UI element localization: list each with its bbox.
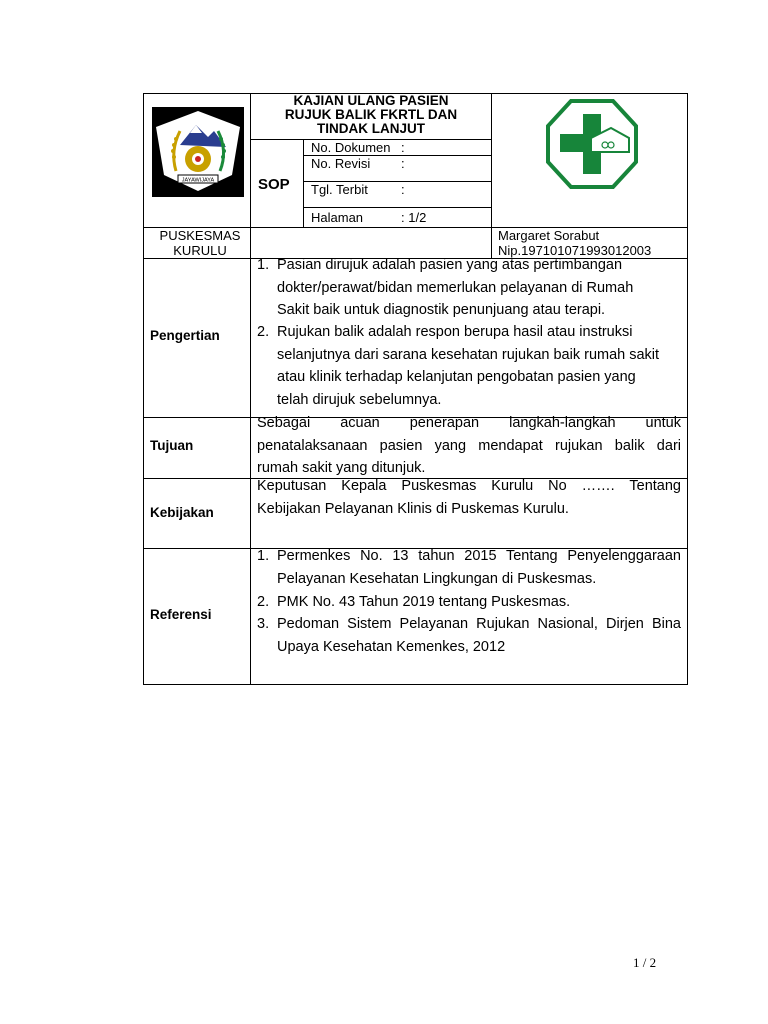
jayawijaya-emblem-logo [152, 107, 244, 197]
org-name [150, 228, 250, 258]
pengertian-item-2-line-3: atau klinik terhadap kelanjutan pengobatan pasien yang [277, 369, 636, 386]
table-column-divider [250, 93, 251, 685]
pengertian-item-2-line-2: selanjutnya dari sarana kesehatan rujukan baik rumah sakit [277, 346, 660, 363]
table-border-bottom [143, 684, 688, 685]
puskesmas-logo-svg [545, 98, 639, 190]
meta-tgl-terbit-value: : [401, 182, 405, 197]
referensi-item-3-number: 3. [257, 616, 270, 632]
tujuan-line-2: penatalaksanaan pasien yang mendapat rujukan balik dari [257, 437, 681, 454]
signer-name: Margaret Sorabut [498, 228, 600, 243]
referensi-item-2 [277, 591, 681, 614]
pengertian-item-1 [277, 254, 681, 322]
title-line-2: RUJUK BALIK FKRTL DAN [284, 107, 458, 122]
referensi-item-3 [277, 613, 681, 658]
kebijakan-line-2: Kebijakan Pelayanan Klinis di Puskemas Kurulu. [257, 500, 569, 517]
title-line-3: TINDAK LANJUT [317, 121, 425, 136]
pengertian-item-2 [277, 321, 681, 411]
document-title [250, 94, 492, 136]
pengertian-item-2-number: 2. [257, 324, 270, 340]
tujuan-label: Tujuan [150, 438, 194, 453]
referensi-item-3-line-1: Pedoman Sistem Pelayanan Rujukan Nasional, Dirjen Bina [277, 616, 681, 632]
pengertian-item-1-line-1: Pasian dirujuk adalah pasien yang atas pertimbangan [277, 257, 623, 273]
pengertian-item-1-line-2: dokter/perawat/bidan memerlukan pelayanan di Rumah [277, 279, 634, 296]
pengertian-item-1-number: 1. [257, 257, 270, 273]
meta-tgl-terbit-label: Tgl. Terbit [311, 182, 368, 197]
table-border-left [143, 93, 144, 685]
kebijakan-text [257, 475, 681, 520]
table-border-right [687, 93, 688, 685]
emblem-banner-text: JAYAWIJAYA [181, 177, 215, 184]
signer-nip: Nip.197101071993012003 [498, 243, 652, 258]
meta-halaman-value: : 1/2 [401, 210, 427, 225]
tujuan-line-1: Sebagai acuan penerapan langkah-langkah untuk [257, 415, 681, 431]
referensi-label: Referensi [150, 607, 212, 622]
org-line-2: KURULU [173, 243, 227, 258]
pengertian-item-1-line-3: Sakit baik untuk diagnostik penunjuang atau terapi. [277, 302, 606, 319]
meta-halaman-label: Halaman [311, 210, 364, 225]
sop-label: SOP [258, 176, 290, 193]
pengertian-label: Pengertian [150, 328, 220, 343]
page-number: 1 / 2 [633, 955, 657, 970]
referensi-item-1-line-1: Permenkes No. 13 tahun 2015 Tentang Penyelenggaraan [277, 548, 681, 564]
referensi-item-1 [277, 545, 681, 590]
meta-no-dokumen-value: : [401, 140, 405, 155]
tujuan-line-3: rumah sakit yang ditunjuk. [257, 460, 426, 477]
referensi-item-1-line-2: Pelayanan Kesehatan Lingkungan di Puskesmas. [277, 570, 597, 587]
referensi-item-2-number: 2. [257, 594, 270, 610]
org-line-1: PUSKESMAS [159, 228, 241, 243]
meta-line-3 [303, 207, 492, 208]
kebijakan-line-1: Keputusan Kepala Puskesmas Kurulu No ……. Tentang [257, 478, 681, 494]
referensi-item-2-line-1: PMK No. 43 Tahun 2019 tentang Puskesmas. [277, 594, 571, 610]
pengertian-item-2-line-4: telah dirujuk sebelumnya. [277, 391, 442, 408]
meta-no-dokumen-label: No. Dokumen [311, 140, 391, 155]
referensi-item-3-line-2: Upaya Kesehatan Kemenkes, 2012 [277, 638, 506, 655]
referensi-item-1-number: 1. [257, 548, 270, 564]
meta-no-revisi-value: : [401, 156, 405, 171]
tujuan-text [257, 412, 681, 480]
sop-meta-divider [303, 139, 304, 228]
title-line-1: KAJIAN ULANG PASIEN [293, 93, 449, 108]
puskesmas-logo [545, 98, 639, 190]
pengertian-item-2-line-1: Rujukan balik adalah respon berupa hasil atau instruksi [277, 324, 633, 340]
kebijakan-label: Kebijakan [150, 505, 214, 520]
meta-no-revisi-label: No. Revisi [311, 156, 371, 171]
